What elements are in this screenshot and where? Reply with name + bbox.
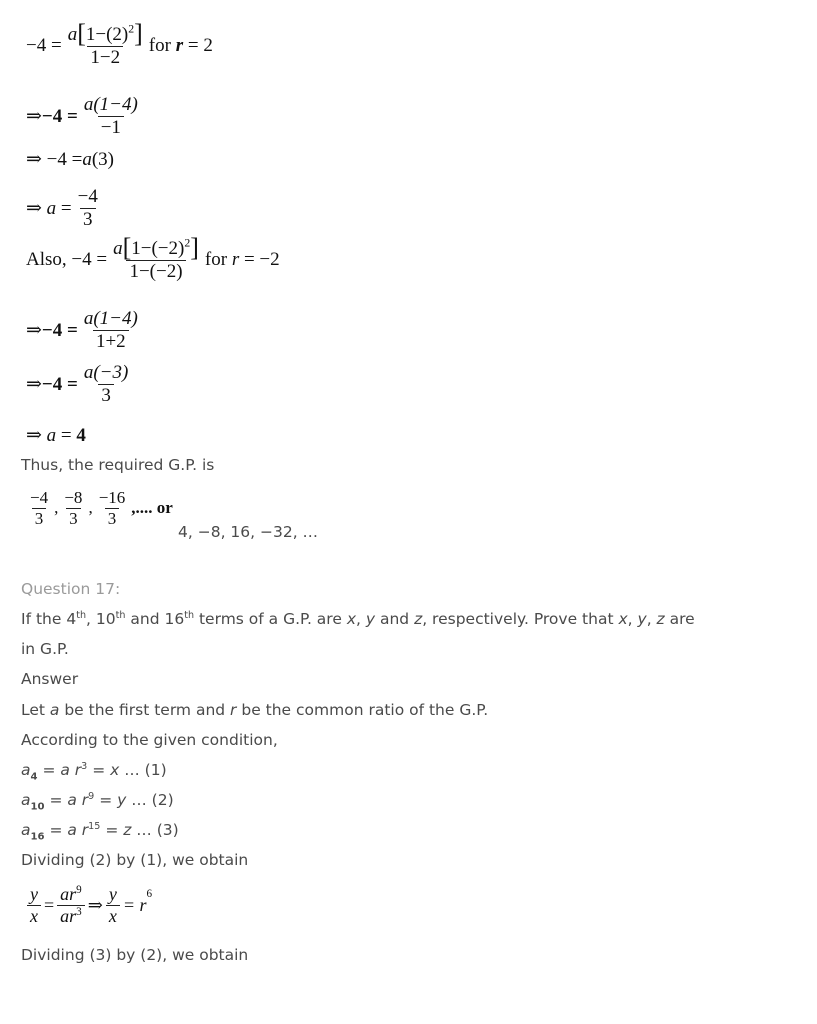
implies-icon: ⇒: [26, 149, 42, 170]
numerator: a(1−4): [83, 94, 138, 115]
implies-icon: ⇒: [26, 320, 42, 342]
denominator: 3: [80, 208, 96, 232]
conclusion-text: Thus, the required G.P. is: [21, 456, 215, 474]
equation-rneg2-step2: [26, 308, 144, 354]
equals: =: [60, 424, 72, 446]
or-label: ,.... or: [131, 498, 173, 518]
equation-a4: $a_4 = a$ $r^3 = x$ … (1): [21, 761, 167, 783]
lhs: −4 =: [26, 34, 62, 56]
var-a: a: [82, 148, 92, 170]
equation-rneg2-step4: [26, 424, 86, 447]
fraction: [61, 488, 85, 529]
implies-icon: ⇒: [26, 106, 42, 128]
divide-2-by-1: Dividing (2) by (1), we obtain: [21, 851, 249, 869]
var-r: r: [231, 248, 240, 270]
implies-icon: ⇒: [26, 374, 42, 396]
numerator: −4: [30, 488, 49, 507]
equation-r2-step1: [26, 19, 213, 70]
equation-r2-step4: [26, 186, 104, 232]
bracket-open: [: [77, 19, 86, 48]
implies-icon: ⇒: [26, 198, 42, 220]
equation-rneg2-step3: [26, 362, 134, 408]
divide-3-by-2: Dividing (3) by (2), we obtain: [21, 946, 249, 964]
equation-rneg2-step1: [26, 233, 280, 284]
answer-intro: Let a be the first term and r be the common ratio of the G.P.: [21, 701, 489, 719]
fraction: [81, 308, 141, 354]
num-body: 1−(−2): [131, 238, 185, 259]
for-label: for: [204, 248, 228, 270]
question-text-line2: in G.P.: [21, 640, 69, 658]
equals: =: [60, 197, 72, 219]
cond-val: = −2: [243, 248, 280, 270]
lhs: −4 =: [41, 373, 78, 395]
equation-a10: $a_{10} = a$ $r^9 = y$ … (2): [21, 791, 174, 813]
lhs: −4 =: [41, 319, 78, 341]
fraction: [27, 488, 51, 529]
denominator: 1+2: [93, 330, 129, 354]
bracket-open: [: [122, 233, 132, 262]
equation-r2-step3: [26, 148, 114, 171]
comma: ,: [88, 498, 93, 518]
ratio-equation: $\frac{y}{x}$ = $\frac{ar^9}{ar^3}$ ⇒ $\frac{y}{x}$ = r $^6$: [24, 884, 152, 927]
fraction: $\frac{ar^9}{ar^3}$: [57, 884, 85, 927]
numerator: −8: [64, 488, 83, 507]
answer-condition: According to the given condition,: [21, 731, 278, 749]
denominator: 3: [105, 508, 120, 529]
rhs: (3): [91, 148, 115, 170]
fraction: [75, 186, 101, 232]
num-body: 1−(2): [85, 24, 129, 45]
gp-fraction-sequence: [24, 488, 173, 529]
bracket-close: ]: [134, 19, 143, 48]
implies-icon: ⇒: [87, 895, 103, 916]
equation-r2-step2: [26, 94, 144, 140]
denominator: 3: [32, 508, 47, 529]
lhs: Also, −4 =: [26, 248, 108, 270]
denominator: 3: [66, 508, 81, 529]
denominator: 1−2: [87, 46, 123, 70]
value: 4: [76, 424, 86, 446]
numerator: a(1−4): [83, 308, 138, 329]
lhs: −4 =: [41, 105, 78, 127]
implies-icon: ⇒: [26, 425, 42, 446]
var-r: r: [175, 34, 184, 56]
numerator: −4: [77, 186, 98, 207]
fraction: [65, 19, 146, 70]
var-a: a: [113, 238, 123, 259]
denominator: 1−(−2): [126, 260, 185, 284]
exponent: 2: [128, 22, 135, 36]
fraction: [110, 233, 202, 284]
fraction: $\frac{y}{x}$: [27, 884, 41, 927]
question-label: Question 17:: [21, 580, 121, 598]
fraction: $\frac{y}{x}$: [106, 884, 120, 927]
equation-a16: $a_{16} = a$ $r^{15} = z$ … (3): [21, 821, 179, 843]
fraction: [81, 362, 131, 408]
answer-label: Answer: [21, 670, 79, 688]
lhs: −4 =: [46, 148, 83, 170]
bracket-close: ]: [190, 233, 199, 262]
cond-val: = 2: [187, 34, 213, 56]
gp-integer-sequence: 4, −8, 16, −32, …: [178, 523, 319, 541]
denominator: −1: [98, 116, 124, 140]
exponent: 2: [184, 236, 191, 250]
denominator: 3: [98, 384, 114, 408]
numerator: a(−3): [83, 362, 129, 383]
fraction: [81, 94, 141, 140]
question-text-line1: If the 4th, 10th and 16th terms of a G.P. are x, y and z, respectively. Prove that x, y, z are: [21, 610, 695, 629]
for-label: for: [148, 34, 171, 56]
var-a: a: [46, 197, 57, 219]
var-a: a: [67, 24, 78, 45]
numerator: −16: [98, 488, 126, 507]
comma: ,: [54, 498, 59, 518]
var-a: a: [46, 424, 57, 446]
fraction: [96, 488, 129, 529]
